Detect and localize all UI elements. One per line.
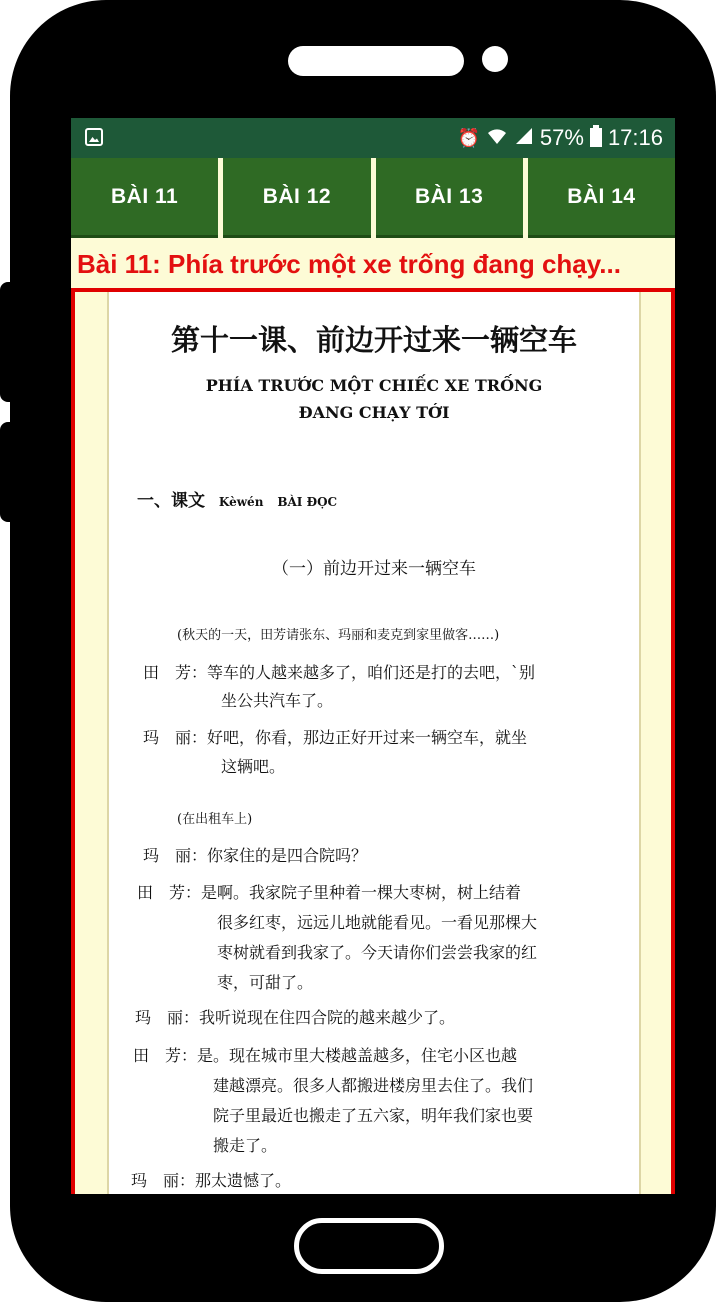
dialogue-line xyxy=(135,1005,455,1028)
power-button xyxy=(0,422,16,522)
app-screen xyxy=(71,118,675,1194)
dialogue-line xyxy=(133,1043,517,1066)
speaker: 田 芳： xyxy=(143,663,208,682)
line-text: 你家住的是四合院吗？ xyxy=(207,846,368,865)
line-continuation: 这辆吧。 xyxy=(221,757,286,776)
doc-title-vietnamese xyxy=(109,372,639,426)
scene-note: (在出租车上) xyxy=(177,812,253,827)
lesson-tabs xyxy=(71,158,675,238)
speaker: 田 芳： xyxy=(137,883,202,902)
signal-icon xyxy=(514,126,534,151)
line-continuation: 坐公共汽车了。 xyxy=(221,691,334,710)
section-heading xyxy=(137,486,337,511)
speaker: 玛 丽： xyxy=(143,846,208,865)
gallery-notification-icon xyxy=(85,128,103,146)
speaker: 玛 丽： xyxy=(135,1008,200,1027)
dialogue-line xyxy=(131,1168,291,1191)
line-text: 那太遗憾了。 xyxy=(195,1171,292,1190)
document-page xyxy=(107,292,641,1194)
speaker: 玛 丽： xyxy=(131,1171,196,1190)
wifi-icon xyxy=(486,126,508,151)
line-text: 好吧，你看，那边正好开过来一辆空车，就坐 xyxy=(207,728,528,747)
line-text: 等车的人越来越多了，咱们还是打的去吧，`别 xyxy=(207,663,536,682)
tab-bai-12[interactable]: BÀI 12 xyxy=(223,158,370,238)
line-text: 我听说现在住四合院的越来越少了。 xyxy=(199,1008,456,1027)
dialogue-line xyxy=(143,660,535,683)
dialogue-line xyxy=(143,843,367,866)
battery-icon xyxy=(590,125,602,152)
line-text: 是啊。我家院子里种着一棵大枣树，树上结着 xyxy=(201,883,522,902)
alarm-icon: ⏰ xyxy=(457,127,480,148)
document-viewer[interactable] xyxy=(71,288,675,1194)
line-continuation: 枣，可甜了。 xyxy=(217,973,314,992)
scene-note: (秋天的一天，田芳请张东、玛丽和麦克到家里做客……) xyxy=(177,628,500,643)
volume-button xyxy=(0,282,16,402)
home-button[interactable] xyxy=(294,1218,444,1274)
doc-title-vi-line2: ĐANG CHẠY TỚI xyxy=(298,403,450,422)
section-pinyin: Kèwén xyxy=(218,495,264,509)
status-icons xyxy=(457,118,663,158)
status-bar xyxy=(71,118,675,158)
line-text: 是。现在城市里大楼越盖越多，住宅小区也越 xyxy=(197,1046,518,1065)
line-continuation: 建越漂亮。很多人都搬进楼房里去住了。我们 xyxy=(213,1076,534,1095)
speaker: 田 芳： xyxy=(133,1046,198,1065)
phone-frame xyxy=(10,0,716,1302)
speaker-grille xyxy=(288,46,464,76)
clock: 17:16 xyxy=(607,125,663,150)
speaker: 玛 丽： xyxy=(143,728,208,747)
front-camera xyxy=(482,46,508,72)
dialogue-line xyxy=(137,880,521,903)
dialogue-subtitle: （一）前边开过来一辆空车 xyxy=(272,559,476,579)
dialogue-line xyxy=(143,725,527,748)
lesson-title: Bài 11: Phía trước một xe trống đang chạy... xyxy=(77,249,621,279)
line-continuation: 很多红枣，远远儿地就能看见。一看见那棵大 xyxy=(217,913,538,932)
doc-title-vi-line1: PHÍA TRƯỚC MỘT CHIẾC XE TRỐNG xyxy=(205,376,543,395)
tab-bai-11[interactable]: BÀI 11 xyxy=(71,158,218,238)
line-continuation: 搬走了。 xyxy=(213,1136,278,1155)
battery-percent: 57% xyxy=(539,125,584,150)
tab-bai-13[interactable]: BÀI 13 xyxy=(376,158,523,238)
line-continuation: 枣树就看到我家了。今天请你们尝尝我家的红 xyxy=(217,943,538,962)
section-vietnamese: BÀI ĐỌC xyxy=(277,495,338,509)
line-continuation: 院子里最近也搬走了五六家，明年我们家也要 xyxy=(213,1106,534,1125)
tab-bai-14[interactable]: BÀI 14 xyxy=(528,158,675,238)
section-label: 一、课文 xyxy=(137,491,205,511)
doc-title-chinese: 第十一课、前边开过来一辆空车 xyxy=(170,323,577,357)
